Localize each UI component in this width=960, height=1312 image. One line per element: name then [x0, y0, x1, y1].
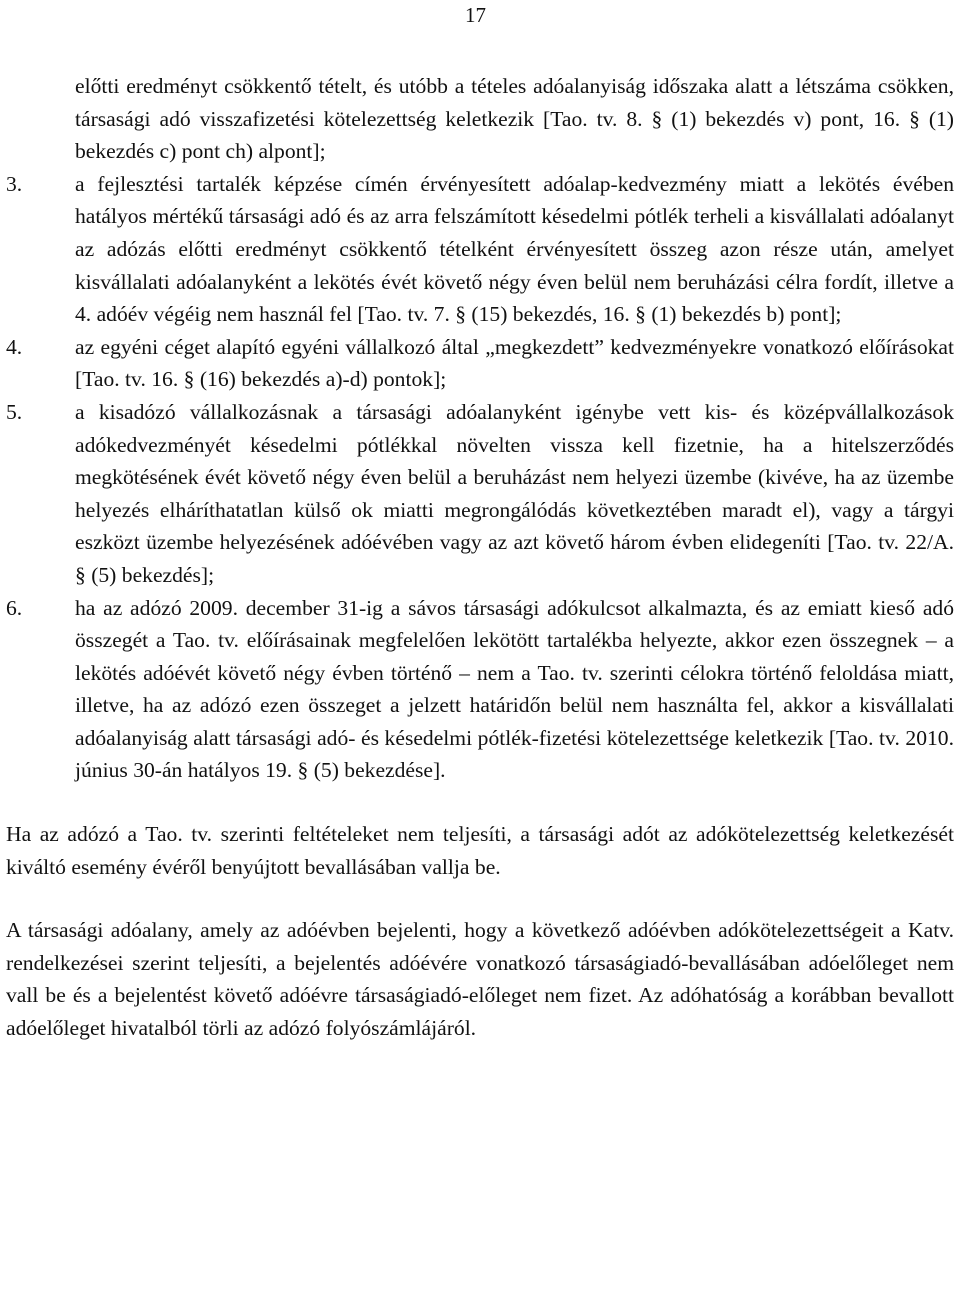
list-item	[6, 396, 954, 592]
body-paragraph: Ha az adózó a Tao. tv. szerinti feltételeket nem teljesíti, a társasági adót az adókötelezettség keletkezését kiváltó esemény évéről benyújtott bevallásában vallja be.	[6, 822, 954, 879]
list-item	[6, 168, 954, 331]
body-paragraph: A társasági adóalany, amely az adóévben bejelenti, hogy a következő adóévben adókötelezettségeit a Katv. rendelkezései szerint teljesíti, a bejelentés adóévére vonatkozó társaságiadó-bevallásában adóelőleget nem vall be és a bejelentést követő adóévre társaságiadó-előleget nem fizet. Az adóhatóság a korábban bevallott adóelőleget hivatalból törli az adózó folyószámlájáról.	[6, 918, 954, 1041]
page-number: 17	[465, 3, 486, 27]
list-item-text: a fejlesztési tartalék képzése címén érvényesített adóalap-kedvezmény miatt a lekötés évében hatályos mértékű társasági adó és az arra felszámított késedelmi pótlék terheli a kisvállalati adóalanyt az adózás előtti eredményt csökkentő tételként érvényesített összeg azon része után, amelyet kisvállalati adóalanyként a lekötés évét követő négy éven belül nem beruházási célra fordít, illetve a 4. adóév végéig nem használ fel [Tao. tv. 7. § (15) bekezdés, 16. § (1) bekezdés b) pont];	[75, 171, 954, 327]
list-item	[6, 592, 954, 788]
list-item-text: előtti eredményt csökkentő tételt, és utóbb a tételes adóalanyiság időszaka alatt a létszáma csökken, társasági adó visszafizetési kötelezettség keletkezik [Tao. tv. 8. § (1) bekezdés v) pont, 16. § (1) bekezdés c) pont ch) alpont];	[75, 74, 954, 164]
list-item-number: 6.	[6, 595, 23, 620]
numbered-list	[6, 70, 954, 787]
list-item-text: a kisadózó vállalkozásnak a társasági adóalanyként igénybe vett kis- és középvállalkozások adókedvezményét késedelmi pótlékkal növelten vissza kell fizetnie, ha a hitelszerződés megkötésének évét követő négy éven belül a beruházást nem helyezi üzembe (kivéve, ha az üzembe helyezés elháríthatatlan külső ok miatti megrongálódás következtében maradt el), vagy a tárgyi eszközt üzembe helyezésének adóévében vagy az azt követő három évben elidegeníti [Tao. tv. 22/A. § (5) bekezdés];	[75, 399, 954, 587]
list-item-number	[6, 70, 75, 168]
list-item-number: 5.	[6, 399, 23, 424]
list-item	[6, 331, 954, 396]
list-item-number: 3.	[6, 171, 23, 196]
list-item-text: az egyéni céget alapító egyéni vállalkozó által „megkezdett” kedvezményekre vonatkozó előírásokat [Tao. tv. 16. § (16) bekezdés a)-d) pontok];	[75, 334, 954, 392]
list-item	[6, 70, 954, 168]
document-body	[6, 70, 954, 1045]
list-item-text: ha az adózó 2009. december 31-ig a sávos társasági adókulcsot alkalmazta, és az emiatt kieső adó összegét a Tao. tv. előírásainak megfelelően lekötött tartalékba helyezte, akkor ezen összegnek – a lekötés adóévét követő négy évben történő – nem a Tao. tv. szerinti célokra történő feloldása miatt, illetve, ha az adózó ezen összeget a jelzett határidőn belül nem használta fel, akkor a kisvállalati adóalanyiság alatt társasági adó- és késedelmi pótlék-fizetési kötelezettsége keletkezik [Tao. tv. 2010. június 30-án hatályos 19. § (5) bekezdése].	[75, 595, 954, 783]
list-item-number: 4.	[6, 334, 23, 359]
